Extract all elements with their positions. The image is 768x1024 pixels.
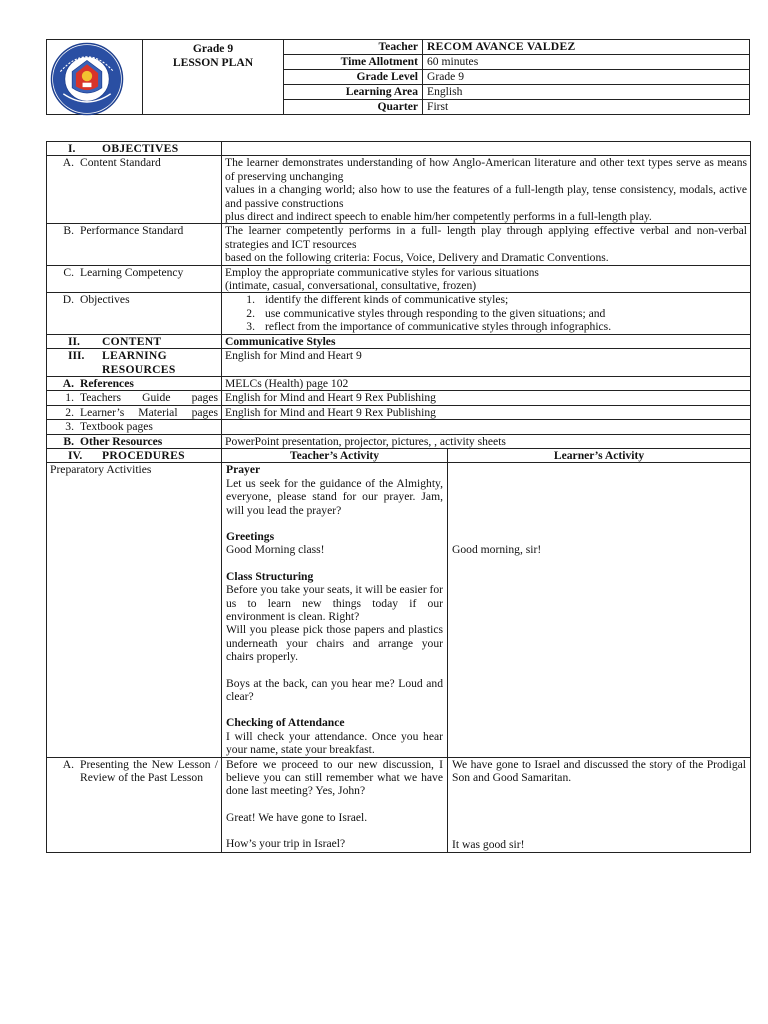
presenting-learner-activity <box>448 757 751 852</box>
presenting-label: Presenting the New Lesson / Review of the Past Lesson <box>80 757 218 785</box>
teachers-guide-value: English for Mind and Heart 9 Rex Publishing <box>222 391 751 405</box>
field-value-teacher: RECOM AVANCE VALDEZ <box>423 40 750 55</box>
learning-resources-row <box>47 349 751 377</box>
field-value-learning-area: English <box>423 85 750 100</box>
presenting-learner-text-1: We have gone to Israel and discussed the story of the Prodigal Son and Good Samaritan. <box>452 757 746 785</box>
teachers-guide-label: Teachers Guide pages <box>80 391 218 405</box>
content-num: II. <box>68 334 80 348</box>
references-value: MELCs (Health) page 102 <box>222 376 751 390</box>
learners-material-row: 2. Learner’s Material pages English for Mind and Heart 9 Rex Publishing <box>47 405 751 419</box>
learning-competency-num: C. <box>63 265 74 279</box>
other-resources-num: B. <box>63 434 74 448</box>
list-item: 1. identify the different kinds of communicative styles; <box>246 293 509 307</box>
learners-material-label: Learner’s Material pages <box>80 405 218 419</box>
content-standard-num: A. <box>62 156 74 170</box>
performance-standard-row <box>47 224 751 265</box>
field-label-time: Time Allotment <box>284 55 423 70</box>
procedures-row <box>47 448 751 462</box>
logo-cell <box>47 40 143 115</box>
textbook-value <box>222 420 751 434</box>
field-value-grade-level: Grade 9 <box>423 70 750 85</box>
plan-title: LESSON PLAN <box>172 56 254 69</box>
prayer-title: Prayer <box>226 463 261 477</box>
field-value-quarter: First <box>423 100 750 115</box>
learning-resources-num: III. <box>68 349 85 363</box>
deped-seal-icon <box>50 42 124 116</box>
preparatory-row <box>47 463 751 757</box>
learners-material-value: English for Mind and Heart 9 Rex Publishing <box>222 405 751 419</box>
learning-resources-value: English for Mind and Heart 9 <box>222 349 751 377</box>
references-row <box>47 376 751 390</box>
grade-title: Grade 9 <box>192 42 234 55</box>
greetings-response: Good morning, sir! <box>452 543 542 557</box>
field-label-teacher: Teacher <box>284 40 423 55</box>
presenting-teacher-text-3: How’s your trip in Israel? <box>226 837 346 851</box>
learning-resources-title: LEARNING RESOURCES <box>102 349 176 376</box>
attendance-title: Checking of Attendance <box>226 716 345 730</box>
other-resources-label: Other Resources <box>80 434 163 448</box>
references-num: A. <box>62 376 74 390</box>
field-value-time: 60 minutes <box>423 55 750 70</box>
learning-competency-text: Employ the appropriate communicative styles for various situations (intimate, casual, conversational, consultative, frozen) <box>222 265 751 293</box>
performance-standard-num: B. <box>63 224 74 238</box>
performance-standard-text: The learner competently performs in a full- length play through applying effective verbal and non-verbal strategies and ICT resources based on the following criteria: Focus, Voice, Delivery and Dramatic Conventions. <box>222 224 751 265</box>
structuring-text-3: Boys at the back, can you hear me? Loud and clear? <box>226 676 443 704</box>
content-row <box>47 334 751 348</box>
objectives-item-label: Objectives <box>80 293 130 307</box>
preparatory-teacher-activity <box>222 463 448 757</box>
field-label-learning-area: Learning Area <box>284 85 423 100</box>
field-label-grade-level: Grade Level <box>284 70 423 85</box>
objectives-list-row <box>47 293 751 334</box>
list-item: 2. use communicative styles through responding to the given situations; and <box>246 306 606 320</box>
structuring-text-1: Before you take your seats, it will be easier for us to learn new things today if our environment is clean. Right? <box>226 583 443 623</box>
teachers-guide-row: 1. Teachers Guide pages English for Mind and Heart 9 Rex Publishing <box>47 391 751 405</box>
grade-plan-cell <box>143 40 284 115</box>
textbook-label: Textbook pages <box>80 420 153 434</box>
presenting-learner-text-3: It was good sir! <box>452 838 525 852</box>
teacher-activity-heading: Teacher’s Activity <box>222 448 448 462</box>
presenting-teacher-text-1: Before we proceed to our new discussion, I believe you can still remember what we have done last meeting? Yes, John? <box>226 757 443 798</box>
preparatory-label: Preparatory Activities <box>47 463 222 757</box>
list-item: 3. reflect from the importance of communicative styles through infographics. <box>246 320 612 334</box>
structuring-text-2: Will you please pick those papers and plastics underneath your chairs and arrange your chairs properly. <box>226 623 443 664</box>
presenting-num: A. <box>62 757 74 771</box>
greetings-text: Good Morning class! <box>226 543 325 557</box>
content-value: Communicative Styles <box>222 334 751 348</box>
objectives-title: OBJECTIVES <box>102 142 179 155</box>
references-label: References <box>80 376 134 390</box>
structuring-title: Class Structuring <box>226 569 314 583</box>
content-standard-label: Content Standard <box>80 156 161 170</box>
learner-activity-heading: Learner’s Activity <box>448 448 751 462</box>
content-standard-row <box>47 156 751 224</box>
greetings-title: Greetings <box>226 529 275 543</box>
prayer-text: Let us seek for the guidance of the Almighty, everyone, please stand for our prayer. Jam, will you lead the prayer? <box>226 476 443 517</box>
procedures-title: PROCEDURES <box>102 448 185 462</box>
other-resources-value: PowerPoint presentation, projector, pictures, , activity sheets <box>222 434 751 448</box>
lesson-plan-table <box>46 141 751 853</box>
content-title: CONTENT <box>102 334 162 348</box>
presenting-teacher-text-2: Great! We have gone to Israel. <box>226 810 368 824</box>
presenting-row <box>47 757 751 852</box>
objectives-row <box>47 142 751 156</box>
lesson-plan-header <box>46 39 750 115</box>
presenting-teacher-activity <box>222 757 448 852</box>
textbook-row: 3. Textbook pages <box>47 420 751 434</box>
objectives-list <box>225 293 747 333</box>
learning-competency-label: Learning Competency <box>80 265 184 279</box>
field-label-quarter: Quarter <box>284 100 423 115</box>
objectives-num: I. <box>68 142 76 155</box>
learning-competency-row <box>47 265 751 293</box>
performance-standard-label: Performance Standard <box>80 224 184 238</box>
other-resources-row <box>47 434 751 448</box>
preparatory-learner-activity <box>448 463 751 757</box>
objectives-item-num: D. <box>62 293 74 307</box>
content-standard-text: The learner demonstrates understanding of how Anglo-American literature and other text types serve as means of preserving unchanging values in a changing world; also how to use the features of a full-length play, tense consistency, modals, active and passive constructions plus direct and indirect speech to enable him/her competently performs in a full-length play. <box>222 156 751 224</box>
attendance-text: I will check your attendance. Once you hear your name, state your breakfast. <box>226 729 443 757</box>
procedures-num: IV. <box>68 448 83 462</box>
